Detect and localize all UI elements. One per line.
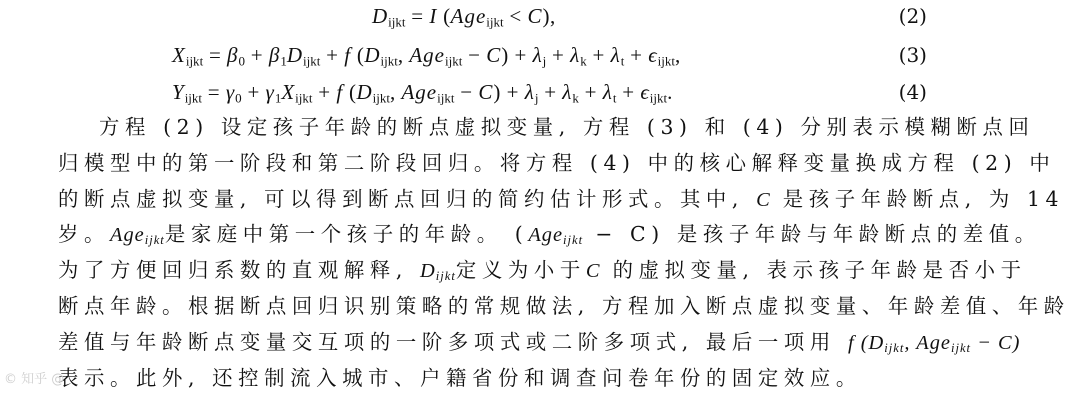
math-subscript: ijkt [884, 340, 905, 355]
paragraph-line-3 [58, 182, 1065, 218]
equation-4-number: (4) [898, 80, 927, 104]
equation-2-expression: $D_{ijkt} = I$ (Age$_{ijkt}$ < C), [372, 4, 556, 30]
math-symbol: Age [109, 224, 145, 247]
paragraph-line-7 [58, 325, 1021, 361]
text-run: 岁。 [58, 222, 110, 247]
equation-2 [0, 1, 965, 31]
paragraph-line-2: 归模型中的第一阶段和第二阶段回归。将方程 (4) 中的核心解释变量换成方程 (2) 中 [58, 150, 1056, 175]
text-run: 的虚拟变量, 表示孩子年龄是否小于 [600, 258, 1027, 283]
equation-3 [0, 40, 965, 70]
watermark: © 知乎 @ [4, 372, 65, 387]
body-paragraph [58, 110, 1070, 396]
math-symbol: D [420, 260, 436, 283]
math-subscript: ijkt [563, 233, 584, 248]
equation-4-expression: $Y_{ijkt} = \gamma_0 + \gamma_1X_{ijkt} + f$ ($D_{ijkt}$, $Age_{ijkt} - C) + \lambda_j + \lambda_k + \lambda_t + \epsilon_{ijkt}$. [172, 80, 673, 106]
math-symbol: f (D [847, 331, 885, 354]
math-symbol: − C) [971, 331, 1021, 354]
text-run: 是孩子年龄断点, 为 14 [770, 186, 1065, 211]
paragraph-line-4 [58, 217, 1041, 253]
paragraph-line-8: 表示。此外, 还控制流入城市、户籍省份和调查问卷年份的固定效应。 [58, 365, 862, 390]
equation-4 [0, 77, 965, 107]
paragraph-line-1: 方程 (2) 设定孩子年龄的断点虚拟变量, 方程 (3) 和 (4) 分别表示模糊断点回 [99, 115, 1035, 139]
text-run: − C) 是孩子年龄与年龄断点的差值。 [583, 222, 1041, 247]
equation-3-number: (3) [898, 43, 927, 67]
equation-2-number: (2) [898, 4, 927, 28]
paragraph-line-6: 断点年龄。根据断点回归识别策略的常规做法, 方程加入断点虚拟变量、年龄差值、年龄 [58, 293, 1070, 318]
math-subscript: ijkt [435, 269, 456, 284]
math-subscript: ijkt [144, 233, 165, 248]
equation-3-expression: $X_{ijkt} = \beta_0 + \beta_1D_{ijkt} + f$ ($D_{ijkt}$, $Age_{ijkt} - C) + \lambda_j + \lambda_k + \lambda_t + \epsilon_{ijkt}$, [172, 43, 681, 69]
text-run: 的断点虚拟变量, 可以得到断点回归的简约估计形式。其中, [58, 186, 757, 211]
text-run: 是家庭中第一个孩子的年龄。 ( [164, 222, 529, 247]
text-run: 定义为小于 [455, 258, 586, 283]
math-symbol: C [585, 260, 601, 283]
math-symbol: C [756, 188, 771, 211]
text-run: 差值与年龄断点变量交互项的一阶多项式或二阶多项式, 最后一项用 [58, 329, 848, 354]
text-run: 为了方便回归系数的直观解释, [58, 258, 421, 283]
paragraph-line-5 [58, 253, 1027, 289]
math-symbol: Age [528, 224, 564, 247]
math-subscript: ijkt [950, 340, 972, 355]
math-symbol: , Age [904, 331, 951, 354]
